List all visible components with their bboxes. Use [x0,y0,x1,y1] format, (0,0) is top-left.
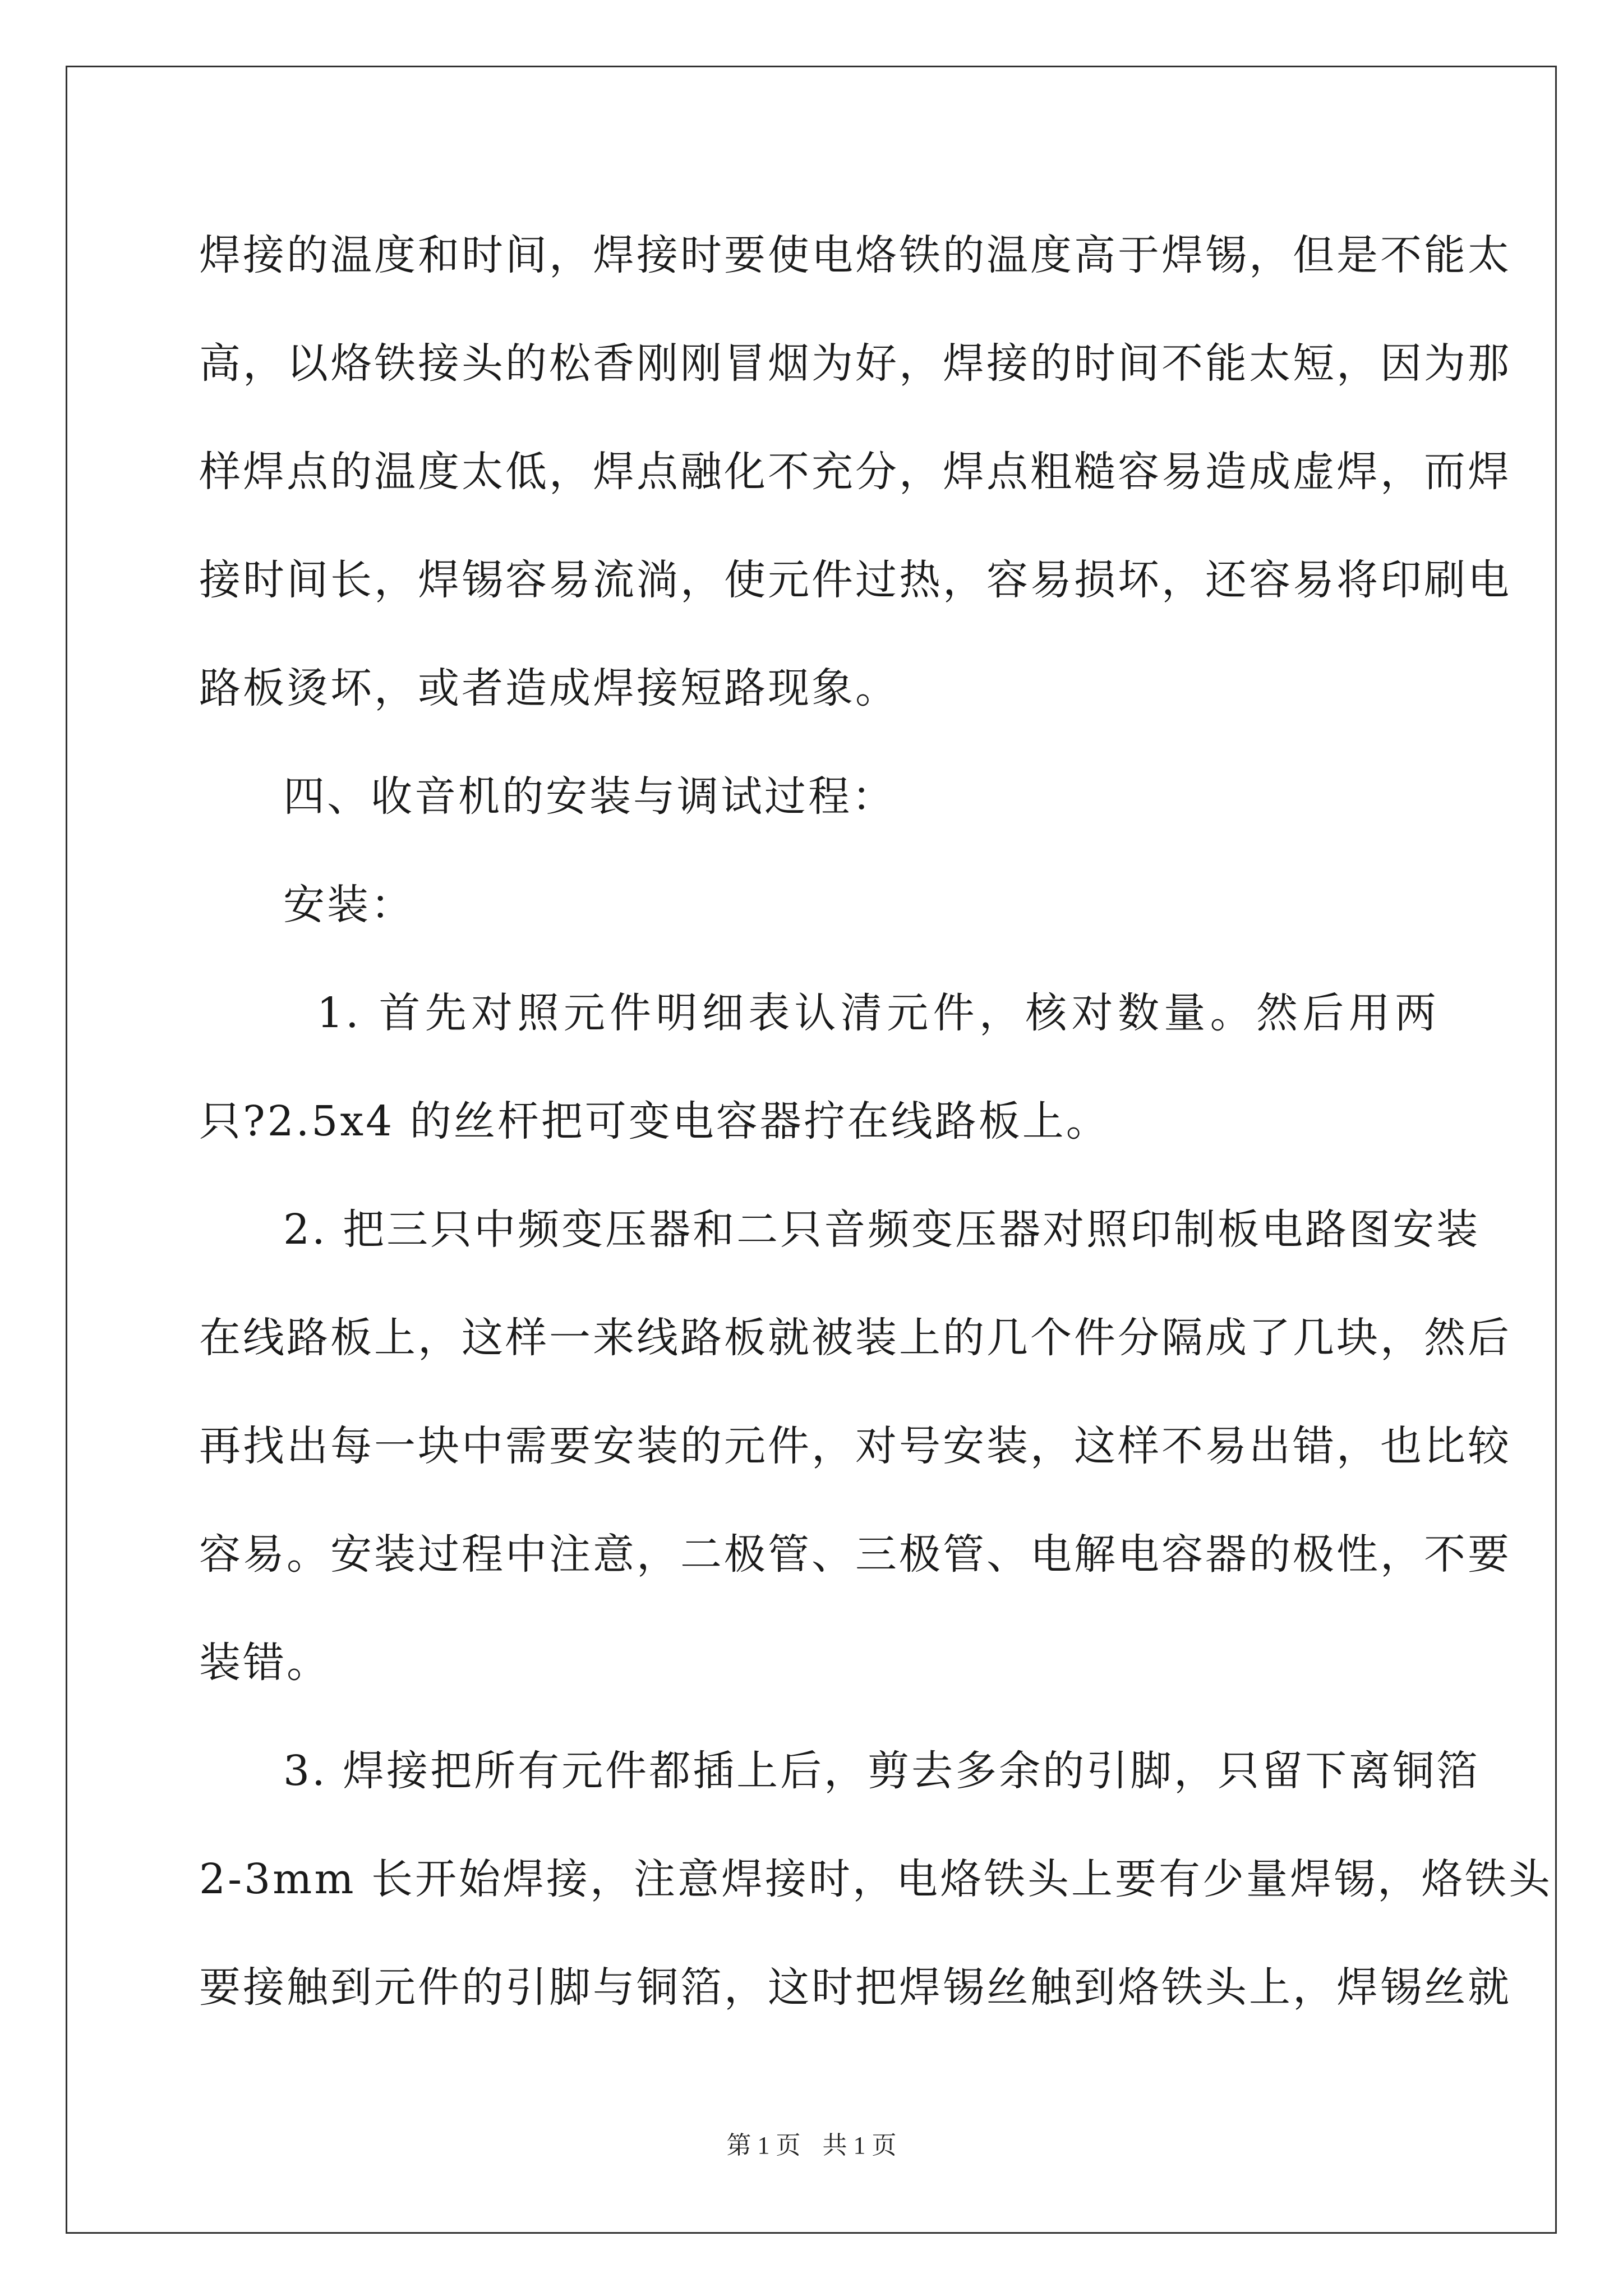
text-line: 2-3mm 长开始焊接，注意焊接时，电烙铁头上要有少量焊锡，烙铁头 [199,1855,1553,1903]
list-item: 2. 把三只中频变压器和二只音频变压器对照印制板电路图安装 [283,1205,1481,1254]
text-line: 在线路板上，这样一来线路板就被装上的几个件分隔成了几块，然后 [199,1314,1511,1362]
text-line: 样焊点的温度太低，焊点融化不充分，焊点粗糙容易造成虚焊，而焊 [199,448,1511,496]
list-item: 3. 焊接把所有元件都插上后，剪去多余的引脚，只留下离铜箔 [283,1747,1481,1795]
text-line: 接时间长，焊锡容易流淌，使元件过热，容易损坏，还容易将印刷电 [199,556,1511,604]
text-line: 再找出每一块中需要安装的元件，对号安装，这样不易出错，也比较 [199,1422,1511,1470]
page-footer [0,2129,1623,2162]
page-total: 共 1 页 [822,2132,897,2159]
text-line: 要接触到元件的引脚与铜箔，这时把焊锡丝触到烙铁头上，焊锡丝就 [199,1963,1511,2012]
list-item: 1. 首先对照元件明细表认清元件，核对数量。然后用两 [317,989,1438,1037]
text-line: 只?2.5x4 的丝杆把可变电容器拧在线路板上。 [199,1097,1110,1145]
text-line: 焊接的温度和时间，焊接时要使电烙铁的温度高于焊锡，但是不能太 [199,231,1511,279]
subsection-heading: 安装： [283,881,414,929]
text-line: 路板烫坏，或者造成焊接短路现象。 [199,664,899,712]
text-line: 高，以烙铁接头的松香刚刚冒烟为好，焊接的时间不能太短，因为那 [199,339,1511,388]
text-line: 装错。 [199,1639,330,1687]
section-heading: 四、收音机的安装与调试过程： [283,772,896,821]
text-line: 容易。安装过程中注意，二极管、三极管、电解电容器的极性，不要 [199,1530,1511,1579]
page-number: 第 1 页 [726,2132,801,2159]
